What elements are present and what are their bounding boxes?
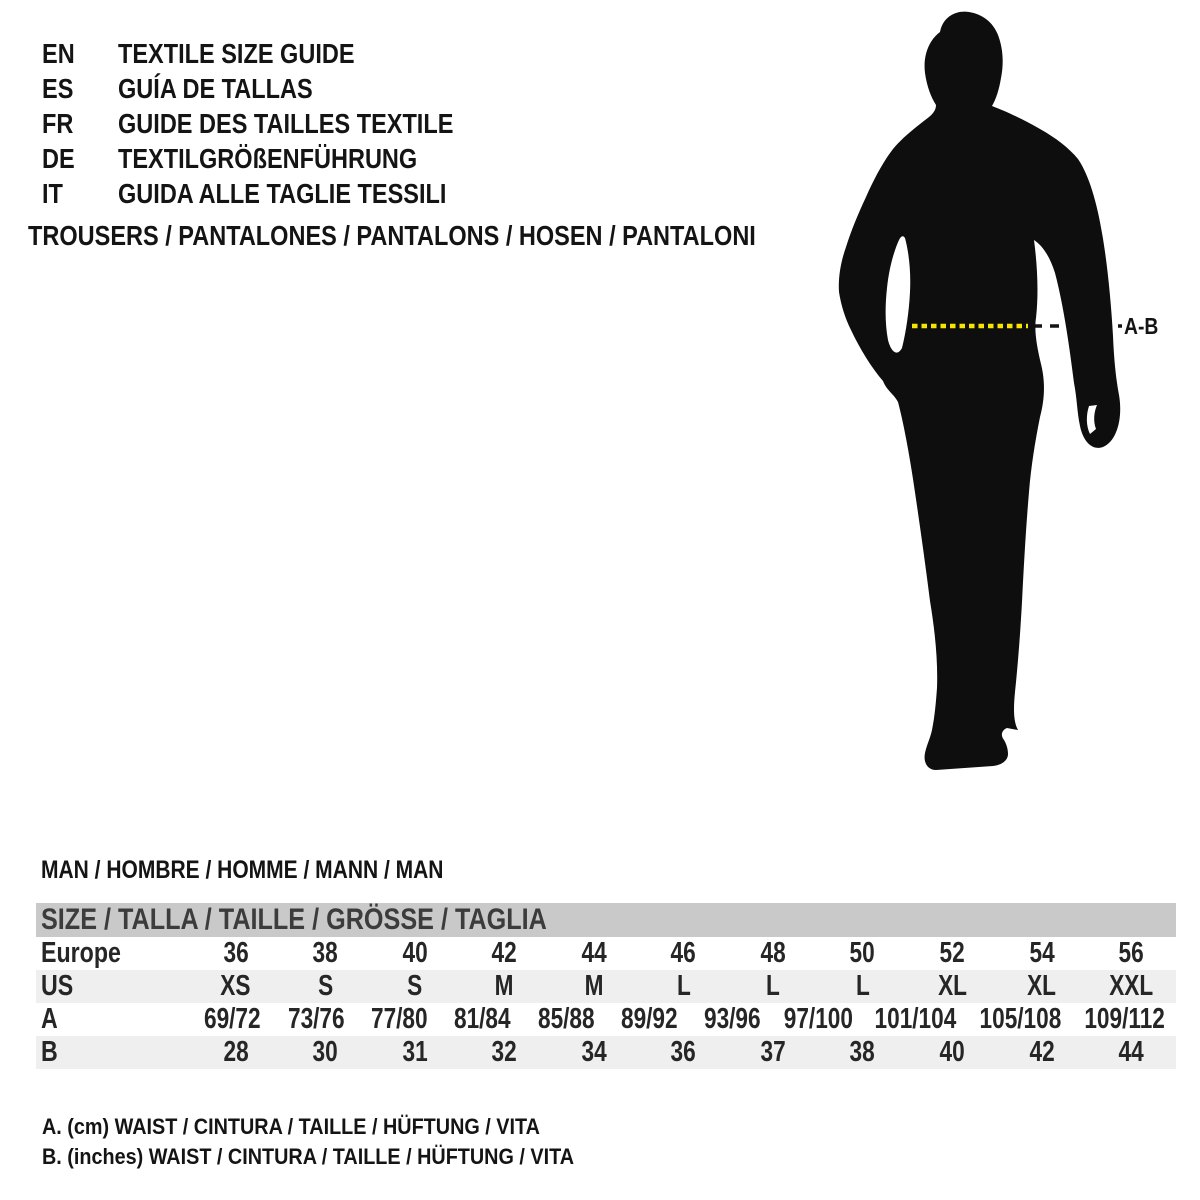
language-code-text: IT [42, 178, 63, 209]
table-cell: 52 [939, 937, 965, 969]
table-cell: 42 [491, 937, 517, 969]
table-cell: 81/84 [454, 1003, 512, 1035]
table-cell: L [766, 970, 780, 1002]
measure-label-text: A-B [1124, 313, 1159, 339]
size-table-header [36, 903, 1176, 937]
language-title: GUIDE DES TAILLES TEXTILE [118, 108, 454, 139]
footnotes [42, 1112, 633, 1172]
table-cell: 44 [581, 937, 607, 969]
table-cell: 36 [670, 1036, 697, 1068]
table-cell: 56 [1118, 937, 1144, 969]
size-table-header-text: SIZE / TALLA / TAILLE / GRÖSSE / TAGLIA [41, 903, 547, 936]
table-cell: XL [1027, 970, 1057, 1002]
language-title: GUÍA DE TALLAS [118, 73, 313, 104]
table-cell: 101/104 [874, 1003, 957, 1035]
row-label: Europe [41, 937, 121, 969]
row-label: A [41, 1003, 58, 1035]
language-title: GUIDA ALLE TAGLIE TESSILI [118, 178, 447, 209]
table-cell: 48 [760, 937, 786, 969]
table-cell: XXL [1109, 970, 1154, 1002]
table-cell: S [317, 970, 333, 1002]
table-cell: 42 [1029, 1036, 1055, 1068]
table-cell: 50 [850, 937, 876, 969]
language-code-text: EN [42, 38, 75, 69]
table-cell: 38 [312, 937, 338, 969]
language-code-text: DE [42, 143, 75, 174]
table-cell: 32 [491, 1036, 517, 1068]
table-cell: 28 [223, 1036, 249, 1068]
row-label: B [41, 1036, 58, 1068]
language-code-text: ES [42, 73, 74, 104]
table-cell: 69/72 [204, 1003, 261, 1035]
table-cell: 40 [402, 937, 428, 969]
table-row-europe [36, 937, 1176, 970]
section-heading [41, 858, 520, 883]
table-cell: M [494, 970, 514, 1002]
table-row-us [36, 970, 1176, 1003]
table-cell: 30 [312, 1036, 338, 1068]
section-heading-text: MAN / HOMBRE / HOMME / MANN / MAN [41, 856, 444, 884]
table-cell: L [855, 970, 870, 1002]
table-cell: 109/112 [1084, 1003, 1165, 1035]
measure-label [1124, 312, 1165, 340]
table-cell: 97/100 [784, 1003, 854, 1035]
table-row-b-inches [36, 1036, 1176, 1069]
table-cell: 46 [670, 937, 697, 969]
table-cell: 54 [1029, 937, 1055, 969]
table-cell: 105/108 [979, 1003, 1062, 1035]
table-cell: 38 [850, 1036, 876, 1068]
table-cell: 89/92 [621, 1003, 678, 1035]
table-cell: L [676, 970, 691, 1002]
table-cell: 44 [1118, 1036, 1144, 1068]
table-cell: 37 [760, 1036, 786, 1068]
language-code-text: FR [42, 108, 74, 139]
language-title: TEXTILGRÖßENFÜHRUNG [118, 143, 418, 174]
table-cell: 31 [402, 1036, 428, 1068]
table-cell: 85/88 [537, 1003, 595, 1035]
table-cell: M [584, 970, 604, 1002]
product-heading-text: TROUSERS / PANTALONES / PANTALONS / HOSEN / PANTALONI [28, 220, 756, 251]
silhouette-body [839, 12, 1120, 770]
footnote-b: B. (inches) WAIST / CINTURA / TAILLE / HÜFTUNG / VITA [42, 1144, 575, 1169]
row-label: US [41, 970, 74, 1002]
table-cell: 93/96 [704, 1003, 762, 1035]
table-cell: XL [937, 970, 967, 1002]
table-cell: 36 [223, 937, 249, 969]
table-cell: 40 [939, 1036, 965, 1068]
table-cell: 77/80 [371, 1003, 428, 1035]
size-table [36, 903, 1176, 1069]
table-cell: XS [220, 970, 251, 1002]
table-cell: 73/76 [287, 1003, 345, 1035]
footnote-a: A. (cm) WAIST / CINTURA / TAILLE / HÜFTUNG / VITA [42, 1114, 540, 1139]
language-title: TEXTILE SIZE GUIDE [118, 38, 355, 69]
table-cell: S [407, 970, 423, 1002]
table-cell: 34 [581, 1036, 607, 1068]
table-row-a-cm [36, 1003, 1176, 1036]
